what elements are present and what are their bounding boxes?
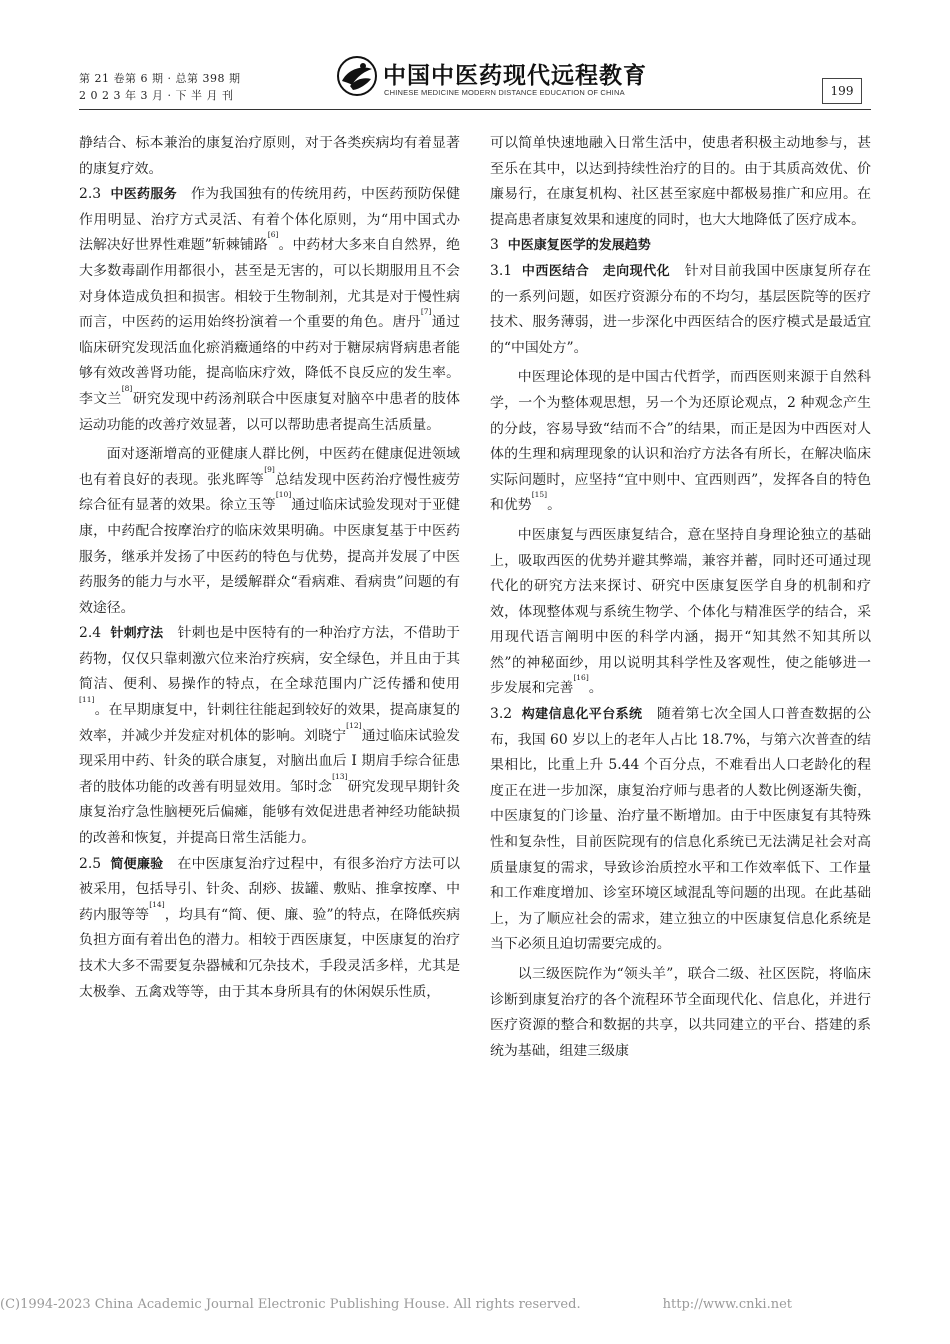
section-2-3 — [79, 182, 460, 438]
page-number: 199 — [822, 78, 862, 104]
citation: [16] — [573, 673, 589, 683]
left-column — [79, 131, 460, 1005]
citation: [6] — [267, 230, 279, 240]
issue-line-1: 第 21 卷第 6 期 · 总第 398 期 — [79, 72, 241, 85]
copyright-notice: (C)1994-2023 China Academic Journal Electronic Publishing House. All rights reserved. — [0, 1297, 581, 1312]
text: 针刺也是中医特有的一种治疗方法，不借助于药物，仅仅只靠刺激穴位来治疗疾病，安全绿色，并且由于其简洁、便利、易操作的特点，在全球范围内广泛传播和使用 — [79, 625, 460, 693]
paragraph-continuation: 静结合、标本兼治的康复治疗原则，对于各类疾病均有着显著的康复疗效。 — [79, 135, 460, 177]
section-number: 2.5 — [79, 855, 102, 872]
cnki-link[interactable]: http://www.cnki.net — [662, 1297, 792, 1312]
section-title: 中医药服务 — [110, 187, 177, 203]
section-number: 3 — [490, 237, 499, 254]
section-title: 构建信息化平台系统 — [521, 707, 643, 723]
right-column — [490, 131, 871, 1064]
text: 通过临床试验发现采用中药、针灸的联合康复，对脑出血后 I 期肩手综合征患者的肢体功能的改善有明显效用。邹时念 — [79, 727, 460, 795]
text: 中医康复与西医康复结合，意在坚持自身理论独立的基础上，吸取西医的优势并避其弊端，兼容并蓄，同时还可通过现代化的研究方法来探讨、研究中医康复医学自身的机制和疗效，体现整体观与系统生物学、个体化与精准医学的结合，采用现代语言阐明中医的科学内涵，揭开“知其然不知其所以然”的神秘面纱，用以说明其科学性及客观性，使之能够进一步发展和完善 — [490, 526, 871, 697]
citation: [9] — [264, 464, 275, 474]
section-3 — [490, 233, 871, 259]
paragraph-continuation: 可以简单快速地融入日常生活中，使患者积极主动地参与，甚至乐在其中，以达到持续性治疗的目的。由于其质高效优、价廉易行，在康复机构、社区甚至家庭中都极易推广和应用。在提高患者康复效果和速度的同时，也大大地降低了医疗成本。 — [490, 135, 871, 228]
page-header — [0, 0, 950, 110]
text: 随着第七次全国人口普查数据的公布，我国 60 岁以上的老年人占比 18.7%，与第六次普查的结果相比，比重上升 5.44 个百分点，不难看出人口老龄化的程度正在进一步加深，康复治疗师与患者的人数比例逐渐失衡，中医康复的门诊量、治疗量不断增加。由于中医康复有其特殊性和复杂性，目前医院现有的信息化系统已无法满足社会对高质量康复的需求，导致诊治质控水平和工作效率低下、工作量和工作难度增加、诊室环境区域混乱等问题的出现。在此基础上，为了顺应社会的需求，建立独立的中医康复信息化系统是当下必须且迫切需要完成的。 — [490, 706, 871, 953]
section-3-2 — [490, 702, 871, 958]
citation: [8] — [121, 383, 133, 393]
header-rule — [79, 109, 871, 110]
issue-info — [79, 70, 240, 104]
text: ，均具有“简、便、廉、验”的特点，在降低疾病负担方面有着出色的潜力。相较于西医康复，中医康复的治疗技术大多不需要复杂器械和冗杂技术，手段灵活多样，尤其是太极拳、五禽戏等等，由于其本身所具有的休闲娱乐性质， — [79, 906, 460, 1000]
section-number: 3.1 — [490, 262, 513, 279]
paragraph — [490, 523, 871, 702]
section-title: 中医康复医学的发展趋势 — [507, 238, 651, 254]
text: 。在早期康复中，针刺往往能起到较好的效果，提高康复的效率，并减少并发症对机体的影响。刘晓宁 — [79, 702, 460, 744]
text: 。中药材大多来自自然界，绝大多数毒副作用都很小，甚至是无害的，可以长期服用且不会对身体造成负担和损害。相较于生物制剂，尤其是对于慢性病而言，中医药的运用始终扮演着一个重要的角色。唐丹 — [79, 237, 460, 331]
journal-subtitle: CHINESE MEDICINE MODERN DISTANCE EDUCATION OF CHINA — [384, 88, 625, 97]
section-3-1 — [490, 259, 871, 361]
section-title: 中西医结合 走向现代化 — [521, 263, 671, 279]
citation: [7] — [420, 307, 432, 317]
issue-line-2: 2 0 2 3 年 3 月 · 下 半 月 刊 — [79, 89, 234, 102]
citation: [12] — [346, 720, 362, 730]
text: 面对逐渐增高的亚健康人群比例，中医药在健康促进领域也有着良好的表现。张兆晖等 — [79, 446, 460, 488]
text: 研究发现中药汤剂联合中医康复对脑卒中患者的肢体运动功能的改善疗效显著，以可以帮助患者提高生活质量。 — [79, 390, 460, 433]
text: 。 — [547, 497, 561, 514]
paragraph: 以三级医院作为“领头羊”，联合二级、社区医院，将临床诊断到康复治疗的各个流程环节全面现代化、信息化，并进行医疗资源的整合和数据的共享，以共同建立的平台、搭建的系统为基础，组建三级康 — [490, 966, 871, 1059]
citation: [15] — [531, 490, 548, 500]
citation: [11] — [79, 695, 95, 705]
paragraph — [79, 442, 460, 621]
text: 在中医康复治疗过程中，有很多治疗方法可以被采用，包括导引、针灸、刮痧、拔罐、敷贴、推拿按摩、中药内服等等 — [79, 855, 460, 923]
section-number: 2.4 — [79, 625, 102, 642]
text: 通过临床研究发现活血化瘀消癥通络的中药对于糖尿病肾病患者能够有效改善肾功能，提高临床疗效，降低不良反应的发生率。李文兰 — [79, 314, 460, 407]
section-2-4 — [79, 621, 460, 851]
section-title: 针刺疗法 — [110, 626, 164, 642]
citation: [10] — [275, 490, 292, 500]
citation: [13] — [332, 771, 348, 781]
text: 作为我国独有的传统用药，中医药预防保健作用明显、治疗方式灵活、有着个体化原则，为“用中国式办法解决好世界性难题”斩棘铺路 — [79, 186, 460, 254]
text: 研究发现早期针灸康复治疗急性脑梗死后偏瘫，能够有效促进患者神经功能缺损的改善和恢复，并提高日常生活能力。 — [79, 778, 460, 847]
journal-logo-icon — [336, 55, 378, 97]
text: 。 — [588, 680, 603, 697]
citation: [14] — [149, 899, 165, 909]
section-number: 3.2 — [490, 706, 513, 723]
journal-title: 中国中医药现代远程教育 — [383, 63, 647, 89]
paragraph — [490, 365, 871, 519]
text: 针对目前我国中医康复所存在的一系列问题，如医疗资源分布的不均匀，基层医院等的医疗技术、服务薄弱，进一步深化中西医结合的医疗模式是最适宜的“中国处方”。 — [490, 262, 871, 356]
section-number: 2.3 — [79, 186, 102, 203]
page-footer — [0, 1293, 950, 1319]
section-title: 简便廉验 — [110, 856, 164, 872]
section-2-5 — [79, 852, 460, 1006]
text: 中医理论体现的是中国古代哲学，而西医则来源于自然科学，一个为整体观思想，另一个为还原论观点，2 种观念产生的分歧，容易导致“结而不合”的结果，而正是因为中西医对人体的生理和病理现象的认识和治疗方法各有所长，在解决临床实际问题时，应坚持“宜中则中、宜西则西”，发挥各自的特色和优势 — [490, 369, 871, 514]
text: 通过临床试验发现对于亚健康，中药配合按摩治疗的临床效果明确。中医康复基于中医药服务，继承并发扬了中医药的特色与优势，提高并发展了中医药服务的能力与水平，是缓解群众“看病难、看病贵”问题的有效途径。 — [79, 497, 460, 616]
text: 总结发现中医药治疗慢性疲劳综合征有显著的效果。徐立玉等 — [79, 471, 460, 514]
